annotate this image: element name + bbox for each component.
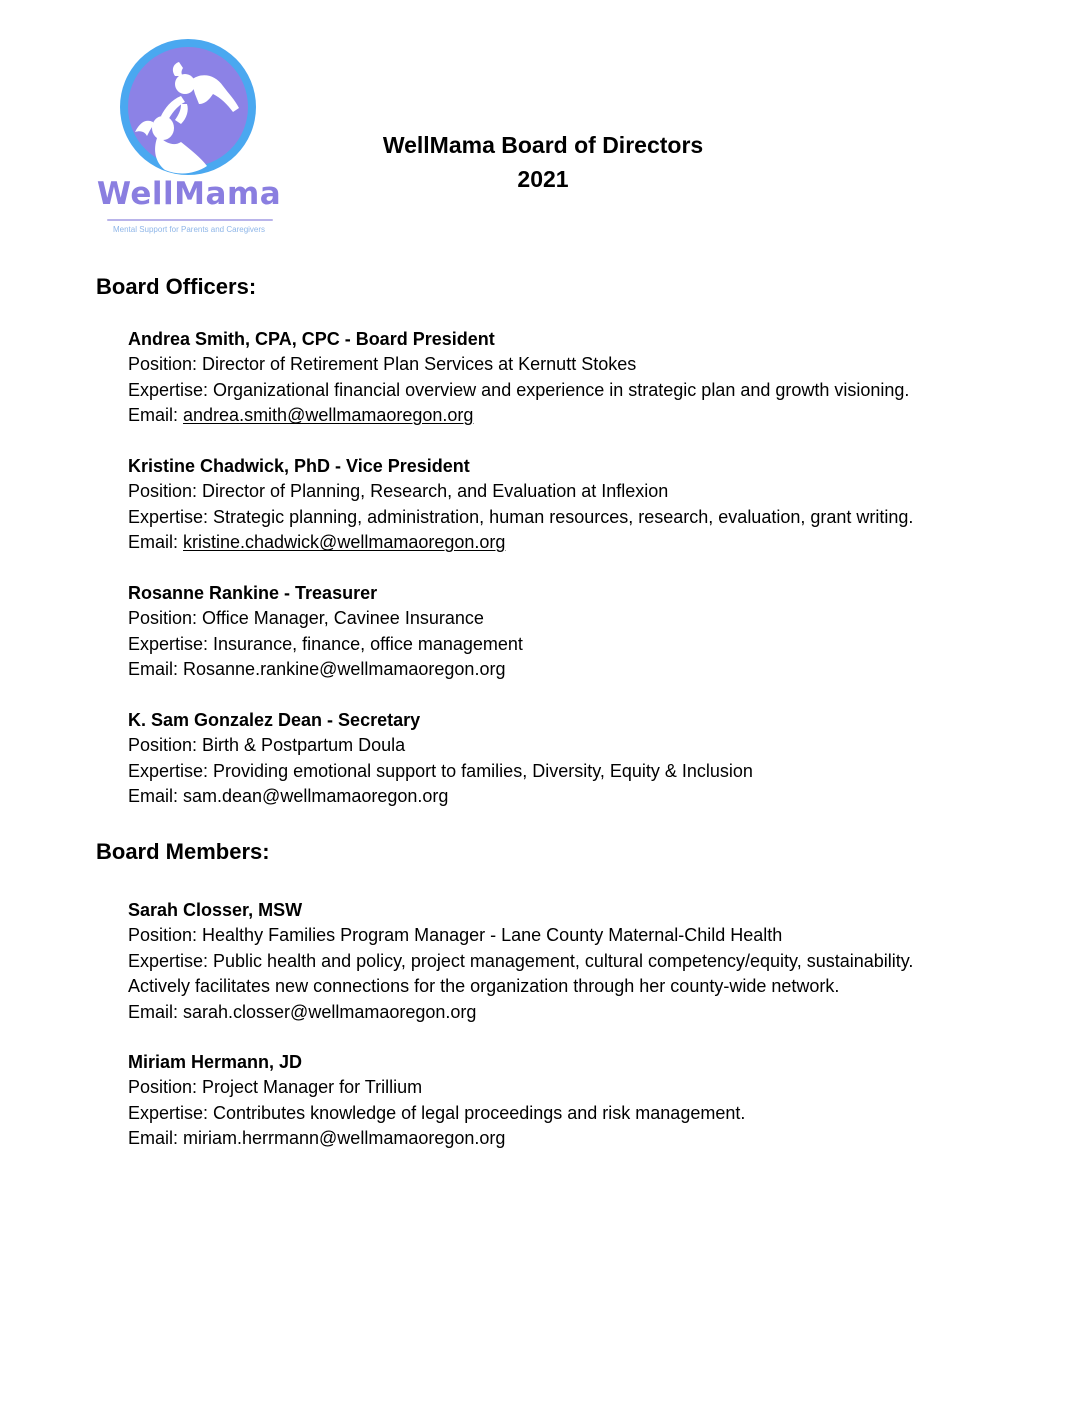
member-email-line	[128, 530, 1028, 555]
member-name: Miriam Hermann, JD	[128, 1052, 303, 1072]
document-year: 2021	[517, 166, 569, 192]
member-entry	[128, 1050, 1028, 1152]
member-expertise: Expertise: Contributes knowledge of legal proceedings and risk management.	[128, 1102, 746, 1123]
member-position: Position: Healthy Families Program Manager - Lane County Maternal-Child Health	[128, 925, 783, 946]
logo-tagline: Mental Support for Parents and Caregivers	[112, 225, 266, 234]
section-heading-members: Board Members:	[96, 839, 270, 864]
member-name: K. Sam Gonzalez Dean - Secretary	[128, 710, 421, 730]
member-position: Position: Project Manager for Trillium	[128, 1077, 423, 1098]
member-expertise: Expertise: Public health and policy, project management, cultural competency/equity, sustainability.	[128, 950, 914, 971]
email-label: Email:	[128, 532, 184, 553]
officer-entry	[128, 327, 1028, 429]
mother-lifting-child-icon	[95, 38, 283, 178]
officer-entry	[128, 454, 1028, 556]
member-email: Email: sam.dean@wellmamaoregon.org	[128, 786, 449, 807]
member-position: Position: Birth & Postpartum Doula	[128, 735, 406, 756]
member-name: Andrea Smith, CPA, CPC - Board President	[128, 329, 495, 349]
logo-swoosh	[107, 219, 273, 221]
member-expertise: Expertise: Insurance, finance, office management	[128, 633, 523, 654]
member-name: Rosanne Rankine - Treasurer	[128, 583, 378, 603]
member-expertise: Expertise: Providing emotional support to families, Diversity, Equity & Inclusion	[128, 760, 753, 781]
logo-wordmark: WellMama	[96, 176, 282, 212]
member-expertise: Expertise: Organizational financial overview and experience in strategic plan and growth visioning.	[128, 379, 910, 400]
member-entry	[128, 898, 1028, 1025]
member-email: Email: sarah.closser@wellmamaoregon.org	[128, 1001, 477, 1022]
email-label: Email:	[128, 405, 184, 426]
member-email-line	[128, 403, 1028, 428]
member-expertise: Expertise: Strategic planning, administration, human resources, research, evaluation, grant writing.	[128, 506, 914, 527]
member-extra: Actively facilitates new connections for the organization through her county-wide network.	[128, 976, 840, 997]
member-position: Position: Office Manager, Cavinee Insurance	[128, 608, 484, 629]
section-heading-officers: Board Officers:	[96, 274, 257, 299]
email-link[interactable]: kristine.chadwick@wellmamaoregon.org	[183, 532, 506, 553]
member-name: Kristine Chadwick, PhD - Vice President	[128, 456, 470, 476]
email-link[interactable]: andrea.smith@wellmamaoregon.org	[183, 405, 474, 426]
wellmama-logo	[95, 38, 283, 238]
document-title: WellMama Board of Directors	[382, 132, 704, 158]
member-email: Email: Rosanne.rankine@wellmamaoregon.org	[128, 659, 506, 680]
officer-entry	[128, 581, 1028, 683]
member-email: Email: miriam.herrmann@wellmamaoregon.org	[128, 1128, 506, 1149]
member-position: Position: Director of Retirement Plan Services at Kernutt Stokes	[128, 354, 637, 375]
member-name: Sarah Closser, MSW	[128, 900, 303, 920]
member-position: Position: Director of Planning, Research, and Evaluation at Inflexion	[128, 481, 669, 502]
officer-entry	[128, 708, 1028, 810]
